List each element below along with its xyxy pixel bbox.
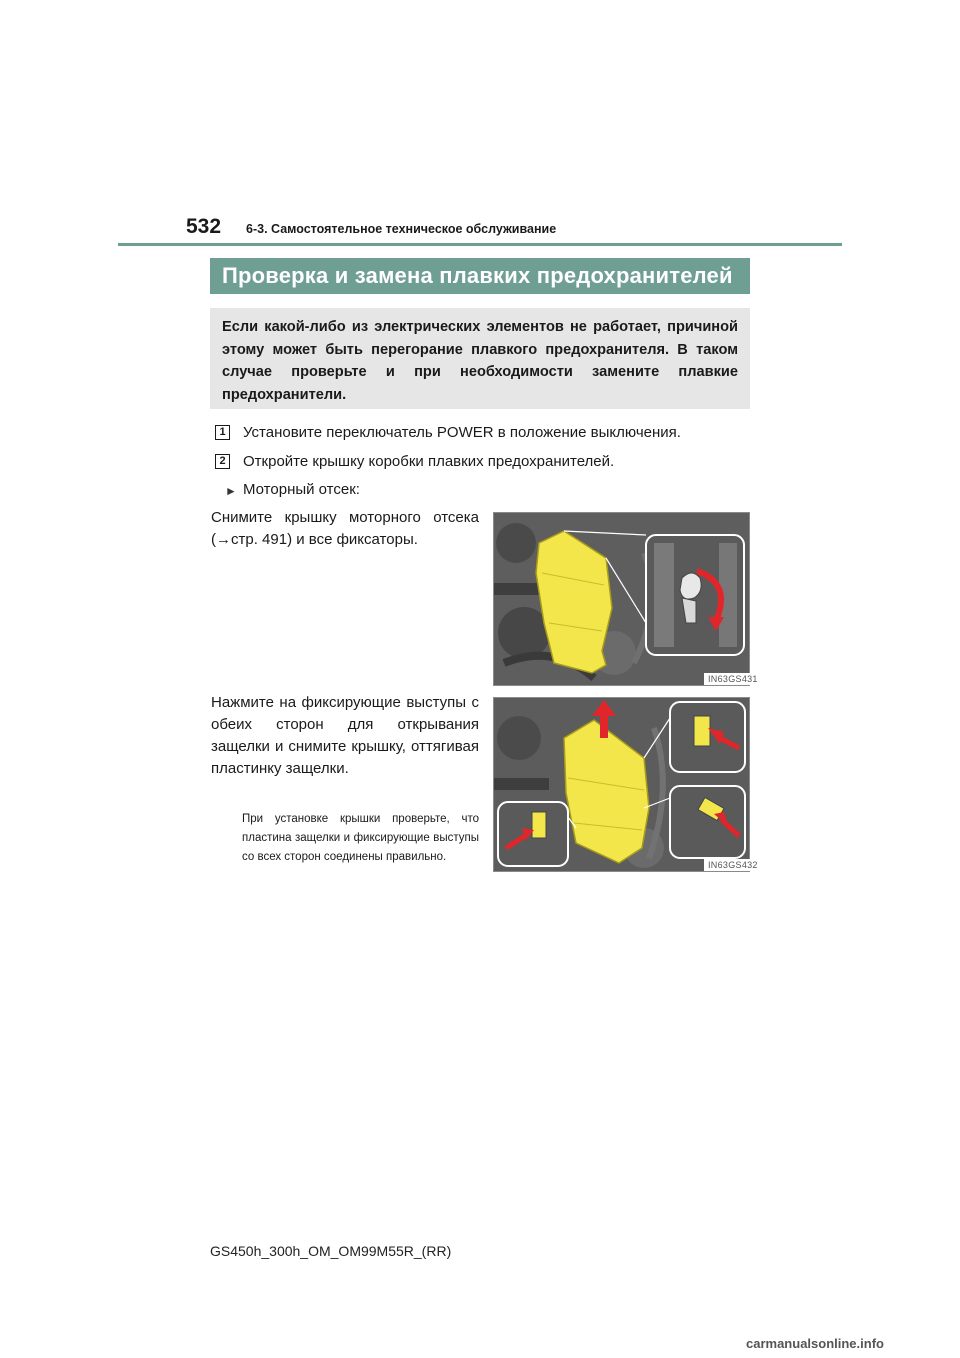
section-title: 6-3. Самостоятельное техническое обслуживание <box>246 222 557 236</box>
step-text-1: Установите переключатель POWER в положение выключения. <box>243 424 681 441</box>
engine-photo-2-illustration <box>494 698 749 871</box>
step-text-2: Откройте крышку коробки плавких предохранителей. <box>243 453 615 470</box>
main-heading: Проверка и замена плавких предохранителей <box>210 258 750 294</box>
step-number-1: 1 <box>215 425 230 440</box>
figure-1-code: IN63GS431 <box>704 673 762 685</box>
intro-box <box>210 308 750 409</box>
page-number: 532 <box>186 215 222 238</box>
figure-engine-compartment-2 <box>493 697 750 872</box>
engine-photo-1-illustration <box>494 513 749 685</box>
sub-item-label: Моторный отсек: <box>243 481 360 498</box>
installation-note: При установке крышки проверьте, что пластина защелки и фиксирующие выступы со всех сторон соединены правильно. <box>242 813 479 863</box>
header-rule <box>118 243 842 246</box>
instruction-paragraph-2: Нажмите на фиксирующие выступы с обеих сторон для открывания защелки и снимите крышку, оттягивая пластинку защелки. <box>211 694 479 777</box>
instruction-paragraph-1: Снимите крышку моторного отсека (→стр. 491) и все фиксаторы. <box>211 509 479 548</box>
document-footer: GS450h_300h_OM_OM99M55R_(RR) <box>210 1243 452 1259</box>
step-number-2: 2 <box>215 454 230 469</box>
intro-text: Если какой-либо из электрических элементов не работает, причиной этому может быть перегорание плавкого предохранителя. В таком случае проверьте и при необходимости замените плавкие предохранители. <box>222 319 738 403</box>
triangle-marker-icon: ► <box>225 484 237 498</box>
figure-engine-compartment-1 <box>493 512 750 686</box>
figure-2-code: IN63GS432 <box>704 859 762 871</box>
watermark: carmanualsonline.info <box>746 1336 884 1351</box>
